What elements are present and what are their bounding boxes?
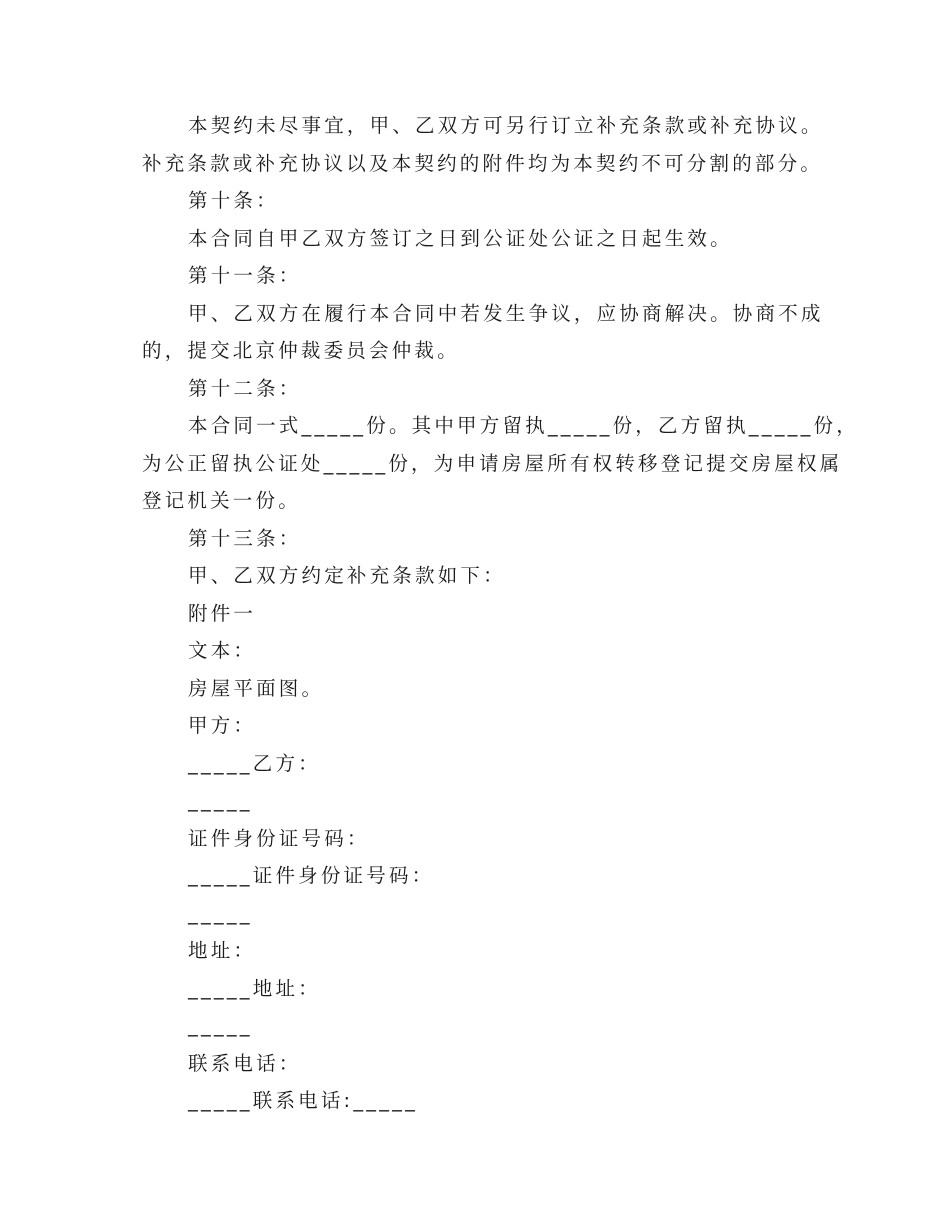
id-number-label-a: 证件身份证号码：	[188, 827, 370, 850]
article-11-heading: 第十一条：	[188, 264, 302, 287]
article-12-text: 本合同一式_____份。其中甲方留执_____份，乙方留执_____份，	[188, 414, 859, 437]
attachment-heading: 附件一	[188, 602, 257, 625]
party-a-label: 甲方：	[188, 714, 257, 737]
article-12-text-cont: 为公正留执公证处_____份，为申请房屋所有权转移登记提交房屋权属	[142, 452, 843, 475]
address-blank: _____	[188, 1014, 253, 1037]
article-13-heading: 第十三条：	[188, 527, 302, 550]
paragraph-supplementary-terms-cont: 补充条款或补充协议以及本契约的附件均为本契约不可分割的部分。	[142, 152, 824, 175]
party-b-blank: _____	[188, 789, 253, 812]
attachment-text-label: 文本：	[188, 639, 257, 662]
address-label-b: _____地址：	[188, 977, 321, 1000]
article-11-text: 甲、乙双方在履行本合同中若发生争议，应协商解决。协商不成	[188, 302, 824, 325]
article-10-heading: 第十条：	[188, 189, 279, 212]
id-number-blank: _____	[188, 902, 253, 925]
article-12-text-end: 登记机关一份。	[142, 489, 301, 512]
article-11-text-cont: 的，提交北京仲裁委员会仲裁。	[142, 339, 460, 362]
party-b-label: _____乙方：	[188, 752, 321, 775]
address-label-a: 地址：	[188, 939, 257, 962]
article-10-text: 本合同自甲乙双方签订之日到公证处公证之日起生效。	[188, 227, 733, 250]
id-number-label-b: _____证件身份证号码：	[188, 864, 435, 887]
article-12-heading: 第十二条：	[188, 377, 302, 400]
attachment-floor-plan: 房屋平面图。	[188, 677, 325, 700]
phone-label-a: 联系电话：	[188, 1052, 302, 1075]
paragraph-supplementary-terms: 本契约未尽事宜，甲、乙双方可另行订立补充条款或补充协议。	[188, 114, 824, 137]
article-13-text: 甲、乙双方约定补充条款如下：	[188, 564, 506, 587]
phone-label-b: _____联系电话:_____	[188, 1089, 419, 1112]
